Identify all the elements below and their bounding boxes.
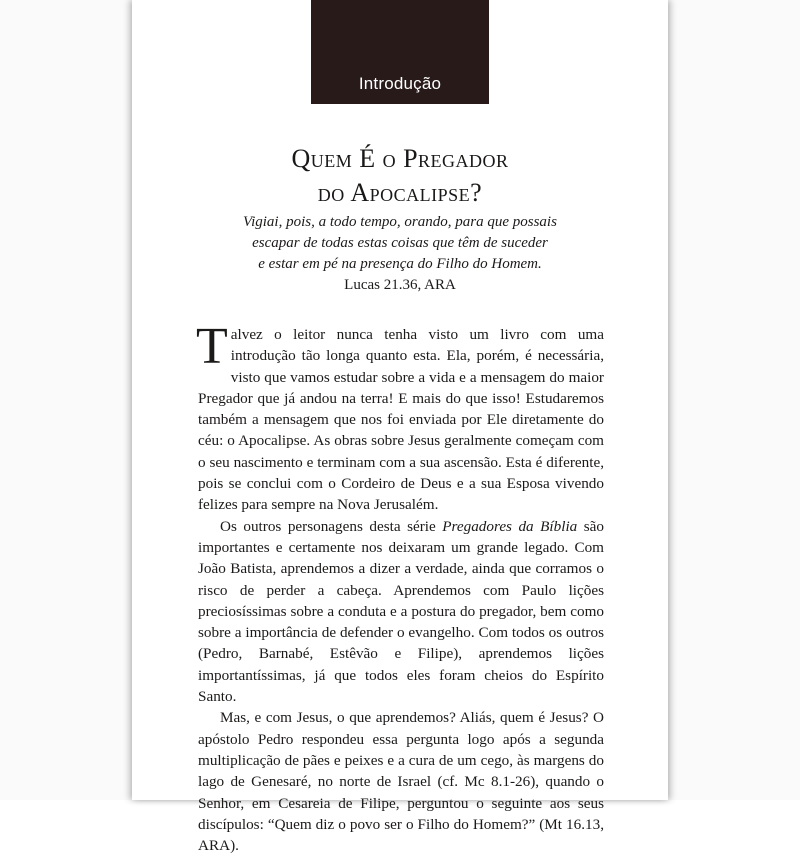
paragraph-2-before: Os outros personagens desta série [220,517,443,535]
series-title: Pregadores da Bíblia [442,517,578,535]
epigraph-reference: Lucas 21.36, ARA [344,277,456,293]
paragraph-2-after: são importantes e certamente nos deixaram um grande legado. Com João Batista, aprendemos a dizer a verdade, ainda que corramos o risco de perder a cabeça. Aprendemos com Paulo lições preciosíssimas sobre a conduta e a postura do pregador, bem como sobre a importância de defender o evangelho. Com todos os outros (Pedro, Barnabé, Estêvão e Filipe), aprendemos lições importantíssimas, já que todos eles foram cheios do Espírito Santo. [198,517,604,706]
epigraph [172,212,628,296]
chapter-label: Introdução [358,74,442,93]
paragraph-2 [198,516,604,708]
paragraph-3-text: Mas, e com Jesus, o que aprendemos? Aliás, quem é Jesus? O apóstolo Pedro respondeu essa pergunta logo após a segunda multiplicação de pães e peixes e a cura de um cego, às margens do lago de Genesaré, no norte de Israel (cf. Mc 8.1-26), quando o Senhor, em Cesareia de Filipe, perguntou o seguinte aos seus discípulos: “Quem diz o povo ser o Filho do Homem?” (Mt 16.13, ARA). [198,709,604,855]
body-text [196,318,604,856]
paragraph-1 [196,318,604,516]
book-page [132,0,668,855]
paragraph-3 [198,707,604,856]
chapter-tab [311,0,489,104]
paragraph-1-text: alvez o leitor nunca tenha visto um livro com uma introdução tão longa quanto esta. Ela, porém, é necessária, visto que vamos estudar sobre a vida e a mensagem do maior Pregador que já andou na terra! E mais do que isso! Estudaremos também a mensagem que nos foi enviada por Ele diretamente do céu: o Apocalipse. As obras sobre Jesus geralmente começam com o seu nascimento e terminam com a sua ascensão. Esta é diferente, pois se conclui com o Cordeiro de Deus e a sua Esposa vivendo felizes para sempre na Nova Jerusalém. [198,326,604,514]
chapter-title-line-2: do Apocalipse? [317,178,483,207]
chapter-title [132,142,668,210]
drop-cap: T [196,318,228,375]
chapter-title-line-1: Quem É o Pregador [291,144,509,173]
epigraph-line-3: e estar em pé na presença do Filho do Homem. [258,256,542,272]
epigraph-line-2: escapar de todas estas coisas que têm de suceder [252,235,548,251]
epigraph-line-1: Vigiai, pois, a todo tempo, orando, para que possais [243,214,557,230]
